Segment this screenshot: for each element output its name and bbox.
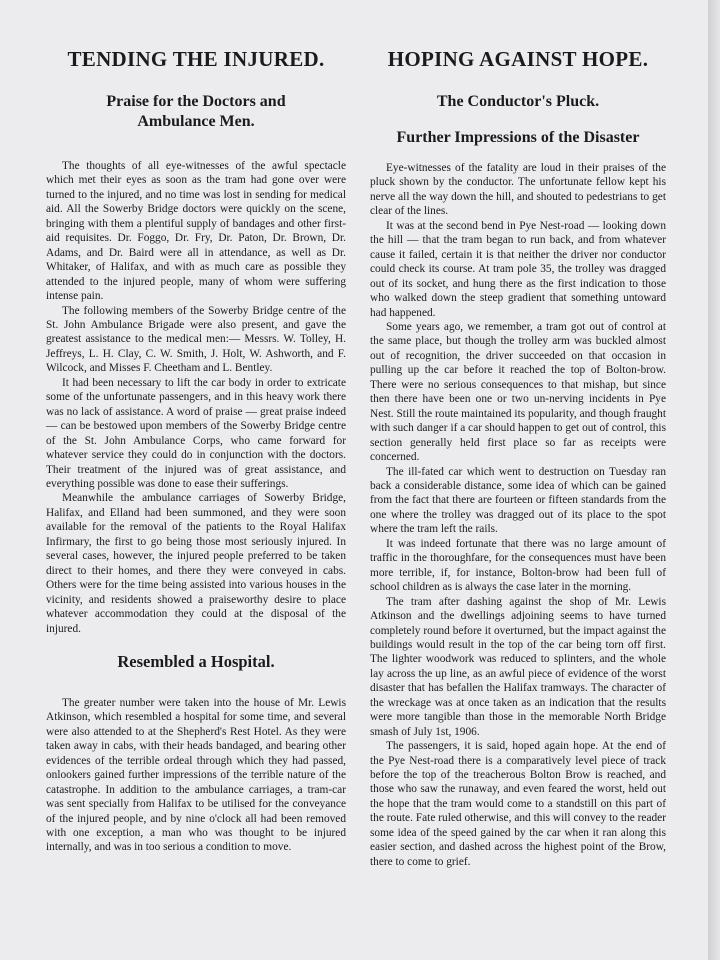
left-column <box>46 46 346 855</box>
article-paragraph: Eye-witnesses of the fatality are loud in their praises of the pluck shown by the conductor. The unfortunate fellow kept his nerve all the way down the hill, and shouted to pedestrians to get clear of the lines. <box>370 162 666 218</box>
section-heading: Resembled a Hospital. <box>117 651 275 671</box>
left-column-title: TENDING THE INJURED. <box>67 47 325 71</box>
article-paragraph: The ill-fated car which went to destruction on Tuesday ran back a considerable distance, some idea of which can be gained from the fact that there are fourteen or fifteen standards from the one where the trolley was dragged out of its place to the spot where the tram left the rails. <box>370 465 666 536</box>
article-paragraph: The thoughts of all eye-witnesses of the awful spectacle which met their eyes as soon as the tram had gone over were turned to the injured, and no time was lost in sending for medical aid. All the Sowerby Bridge doctors were quickly on the scene, bringing with them a plentiful supply of bandages and other first-aid requisites. Dr. Foggo, Dr. Fry, Dr. Paton, Dr. Brown, Dr. Adams, and Dr. Baird were all in attendance, as well as Dr. Whitaker, of Halifax, and with as much care as possible they attended to the injured people, many of whom were suffering intense pain. <box>46 160 346 303</box>
article-paragraph: It was at the second bend in Pye Nest-road — looking down the hill — that the tram began to run back, and from whatever cause it failed, certain it is that neither the driver nor conductor could check its course. At tram pole 35, the trolley was dragged out of its socket, and hung there as the first indication to those who walked down the steep gradient that something untoward had happened. <box>370 219 666 319</box>
right-column-subtitle-2: Further Impressions of the Disaster <box>396 129 640 146</box>
article-paragraph: The passengers, it is said, hoped again hope. At the end of the Pye Nest-road there is a comparatively level piece of track before the top of the treacherous Bolton Brow is reached, and those who saw the runaway, and even feared the worst, held out the hope that the tram would come to a standstill on this part of the route. Fate ruled otherwise, and this will convey to the reader some idea of the speed gained by the car when it ran along this easier section, and dashed across the highest point of the Brow, there to come to grief. <box>370 740 666 868</box>
article-paragraph: Some years ago, we remember, a tram got out of control at the same place, but though the trolley arm was buckled almost out of recognition, the driver succeeded on that occasion in pulling up the car before it reached the top of Bolton-brow. There were no serious consequences to that mishap, but since then there have been one or two un-nerving incidents in Pye Nest. Still the route maintained its popularity, and though fraught with such danger if a car should happen to get out of control, this section generally held first place so far as receipts were concerned. <box>370 320 666 464</box>
page-edge <box>708 0 720 960</box>
article-paragraph: It had been necessary to lift the car body in order to extricate some of the unfortunate passengers, and in this heavy work there was no lack of assistance. A word of praise — great praise indeed — can be bestowed upon members of the Sowerby Bridge centre of the St. John Ambulance Corps, who came forward for whatever service they could do in conjunction with the doctors. Their treatment of the injured was of great assistance, and everything possible was done to ease their sufferings. <box>46 376 346 490</box>
article-paragraph: The tram after dashing against the shop of Mr. Lewis Atkinson and the dwellings adjoining seems to have turned completely round before it overturned, but the impact against the buildings would result in the top of the car being torn off first. The lighter woodwork was reduced to splinters, and the whole lay across the up line, as an awful piece of evidence of the worst disaster that has befallen the Halifax tramways. The character of the wreckage was at once taken as an indication that the results were more tangible than those in the memorable North Bridge smash of July 1st, 1906. <box>370 595 666 738</box>
article-paragraph: The greater number were taken into the house of Mr. Lewis Atkinson, which resembled a hospital for some time, and several were also attended to at the Shepherd's Rest Hotel. As they were taken away in cabs, with their heads bandaged, and bearing other evidences of the terrible ordeal through which they had passed, onlookers gained further impressions of the terrible nature of the catastrophe. In addition to the ambulance carriages, a tram-car was sent specially from Halifax to be utilised for the conveyance of the injured people, and by nine o'clock all had been removed with one exception, a man who was thought to be injured internally, and was in too serious a condition to move. <box>46 696 346 854</box>
right-column-subtitle: The Conductor's Pluck. <box>436 93 600 110</box>
right-column-title: HOPING AGAINST HOPE. <box>387 47 649 71</box>
left-column-subtitle: Praise for the Doctors and Ambulance Men. <box>106 93 286 130</box>
article-paragraph: The following members of the Sowerby Bridge centre of the St. John Ambulance Brigade were also present, and gave the greatest assistance to the medical men:— Messrs. W. Tolley, H. Jeffreys, L. H. Clay, C. W. Smith, J. Holt, W. Ashworth, and F. Wilcock, and Misses F. Cheetham and L. Bentley. <box>46 304 346 375</box>
article-paragraph: Meanwhile the ambulance carriages of Sowerby Bridge, Halifax, and Elland had been summoned, and they were soon available for the removal of the patients to the Royal Halifax Infirmary, the first to go being those most seriously injured. In several cases, however, the injured people preferred to be taken direct to their homes, and there they were conveyed in cabs. Others were for the time being assisted into various houses in the vicinity, and residents showed a praiseworthy desire to place whatever accommodation they could at the disposal of the injured. <box>46 492 346 635</box>
right-column <box>370 46 666 869</box>
article-paragraph: It was indeed fortunate that there was no large amount of traffic in the thoroughfare, for the consequences must have been more terrible, if, for instance, Bolton-brow had been full of school children as is always the case later in the morning. <box>370 537 666 594</box>
